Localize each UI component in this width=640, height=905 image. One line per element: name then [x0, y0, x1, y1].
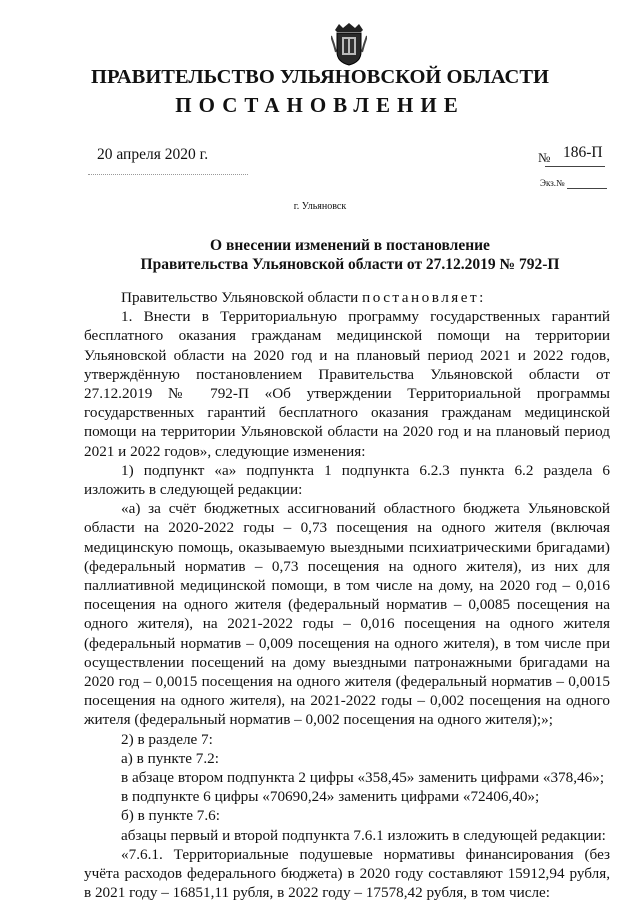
document-number: 186-П — [563, 144, 603, 161]
paragraph-8: б) в пункте 7.6: — [121, 807, 220, 825]
paragraph-1: 1. Внести в Территориальную программу государственных гарантий бесплатного оказания гражданам медицинской помощи на территории Ульяновской области на 2020 год и на плановый период 2021 и 2022 годов, утверждённую постановлением Правительства Ульяновской области от 27.12.2019 № 792-П «Об утверждении Территориальной программы государственных гарантий бесплатного оказания гражданам медицинской помощи на территории Ульяновской области на 2020 год и на плановый период 2021 и 2022 годов», следующие изменения: — [84, 308, 610, 460]
document-body — [84, 288, 610, 903]
government-title: ПРАВИТЕЛЬСТВО УЛЬЯНОВСКОЙ ОБЛАСТИ — [91, 66, 549, 88]
paragraph-2: 1) подпункт «а» подпункта 1 подпункта 6.2.3 пункта 6.2 раздела 6 изложить в следующей редакции: — [84, 461, 610, 499]
copy-underline — [567, 188, 607, 189]
intro-paragraph — [84, 288, 610, 307]
paragraph-9: абзацы первый и второй подпункта 7.6.1 изложить в следующей редакции: — [121, 826, 606, 844]
number-underline — [545, 166, 605, 167]
document-date: 20 апреля 2020 г. — [97, 146, 209, 163]
copy-label: Экз.№ — [540, 178, 565, 188]
paragraph-3: «а) за счёт бюджетных ассигнований областного бюджета Ульяновской области на 2020-2022 годы – 0,73 посещения на одного жителя (включая медицинскую помощь, оказываемую выездными психиатрическими бригадами) (федеральный норматив – 0,73 посещения на одного жителя), из них для паллиативной медицинской помощи, в том числе на дому, на 2020 год – 0,016 посещения на одного жителя (федеральный норматив – 0,0085 посещения на одного жителя), на 2021-2022 годы – 0,016 посещения на одного жителя (федеральный норматив – 0,009 посещения на одного жителя), в том числе при осуществлении посещений на дому выездными патронажными бригадами на 2020 год – 0,0015 посещения на одного жителя (федеральный норматив – 0,0015 посещения на одного жителя), на 2021-2022 годы – 0,002 посещения на одного жителя (федеральный норматив – 0,002 посещения на одного жителя);»; — [84, 500, 610, 729]
subject-line-2: Правительства Ульяновской области от 27.12.2019 № 792-П — [140, 256, 560, 273]
intro-text: Правительство Ульяновской области — [121, 289, 359, 306]
paragraph-10: «7.6.1. Территориальные подушевые нормативы финансирования (без учёта расходов федерального бюджета) в 2020 году составляют 15912,94 рубля, в 2021 году – 16851,11 рубля, в 2022 году – 17578,42 рубля, в том числе: — [84, 845, 610, 902]
paragraph-7: в подпункте 6 цифры «70690,24» заменить цифрами «72406,40»; — [121, 788, 540, 806]
subject-line-1: О внесении изменений в постановление — [210, 237, 490, 254]
paragraph-6: в абзаце втором подпункта 2 цифры «358,45» заменить цифрами «378,46»; — [121, 769, 605, 787]
paragraph-5: а) в пункте 7.2: — [121, 749, 219, 767]
date-underline — [88, 174, 248, 175]
document-type: ПОСТАНОВЛЕНИЕ — [175, 93, 465, 117]
paragraph-4: 2) в разделе 7: — [121, 730, 213, 748]
intro-verb: постановляет: — [362, 289, 486, 306]
number-label: № — [538, 150, 551, 165]
document-subject — [0, 236, 640, 274]
coat-of-arms-icon — [331, 22, 367, 66]
city: г. Ульяновск — [293, 201, 347, 212]
